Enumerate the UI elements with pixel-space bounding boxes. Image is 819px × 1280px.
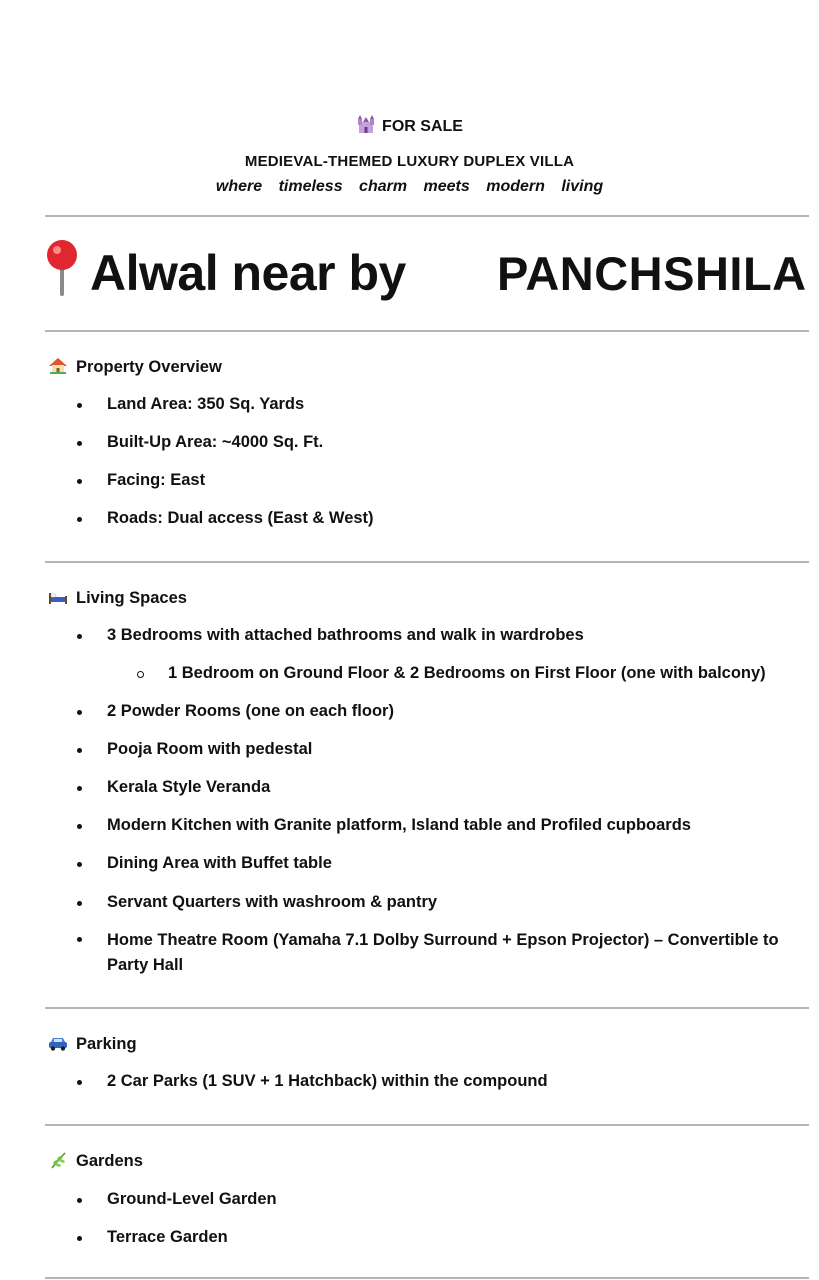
section-title: Gardens — [76, 1152, 143, 1170]
list-item: Modern Kitchen with Granite platform, Island table and Profiled cupboards — [77, 816, 661, 835]
for-sale-label: FOR SALE — [382, 118, 463, 135]
list-item: Facing: East — [77, 471, 175, 490]
list-item: 2 Car Parks (1 SUV + 1 Hatchback) within the compound — [77, 1072, 518, 1091]
section-gardens — [48, 1151, 143, 1171]
subtitle: MEDIEVAL-THEMED LUXURY DUPLEX VILLA — [244, 153, 575, 170]
section-parking — [48, 1034, 137, 1054]
list-item: Kerala Style Veranda — [77, 778, 240, 797]
list-item: Roads: Dual access (East & West) — [77, 509, 344, 528]
section-property-overview — [48, 357, 222, 377]
castle-icon — [356, 114, 376, 139]
list-item: 2 Powder Rooms (one on each floor) — [77, 702, 364, 721]
tagline: where timeless charm meets modern living — [215, 178, 604, 195]
section-living-spaces — [48, 588, 187, 608]
section-title: Parking — [76, 1035, 137, 1053]
for-sale-heading — [0, 114, 819, 139]
list-item: Servant Quarters with washroom & pantry — [77, 893, 407, 912]
section-title: Property Overview — [76, 358, 222, 376]
list-item: Ground-Level Garden — [77, 1190, 247, 1209]
divider — [45, 215, 809, 217]
list-item: Home Theatre Room (Yamaha 7.1 Dolby Surround + Epson Projector) – Convertible to Party Hall — [77, 928, 797, 978]
divider — [45, 561, 809, 563]
list-item: 3 Bedrooms with attached bathrooms and walk in wardrobes — [77, 626, 554, 645]
headline-text: Alwal near by — [90, 245, 406, 301]
divider — [45, 330, 809, 332]
divider — [45, 1124, 809, 1126]
section-title: Living Spaces — [76, 589, 187, 607]
list-item: Built-Up Area: ~4000 Sq. Ft. — [77, 433, 293, 452]
sub-list-item: 1 Bedroom on Ground Floor & 2 Bedrooms on First Floor (one with balcony) — [137, 664, 735, 683]
bed-icon — [48, 588, 68, 606]
list-item: Land Area: 350 Sq. Yards — [77, 395, 274, 414]
pushpin-icon — [40, 238, 84, 308]
herb-icon — [48, 1151, 68, 1169]
house-icon — [48, 357, 68, 375]
list-item: Dining Area with Buffet table — [77, 854, 302, 873]
car-icon — [48, 1034, 68, 1052]
list-item: Pooja Room with pedestal — [77, 740, 282, 759]
place-name: PANCHSHILA — [497, 247, 807, 300]
list-item: Terrace Garden — [77, 1228, 198, 1247]
location-headline — [40, 238, 406, 308]
divider — [45, 1007, 809, 1009]
divider — [45, 1277, 809, 1279]
